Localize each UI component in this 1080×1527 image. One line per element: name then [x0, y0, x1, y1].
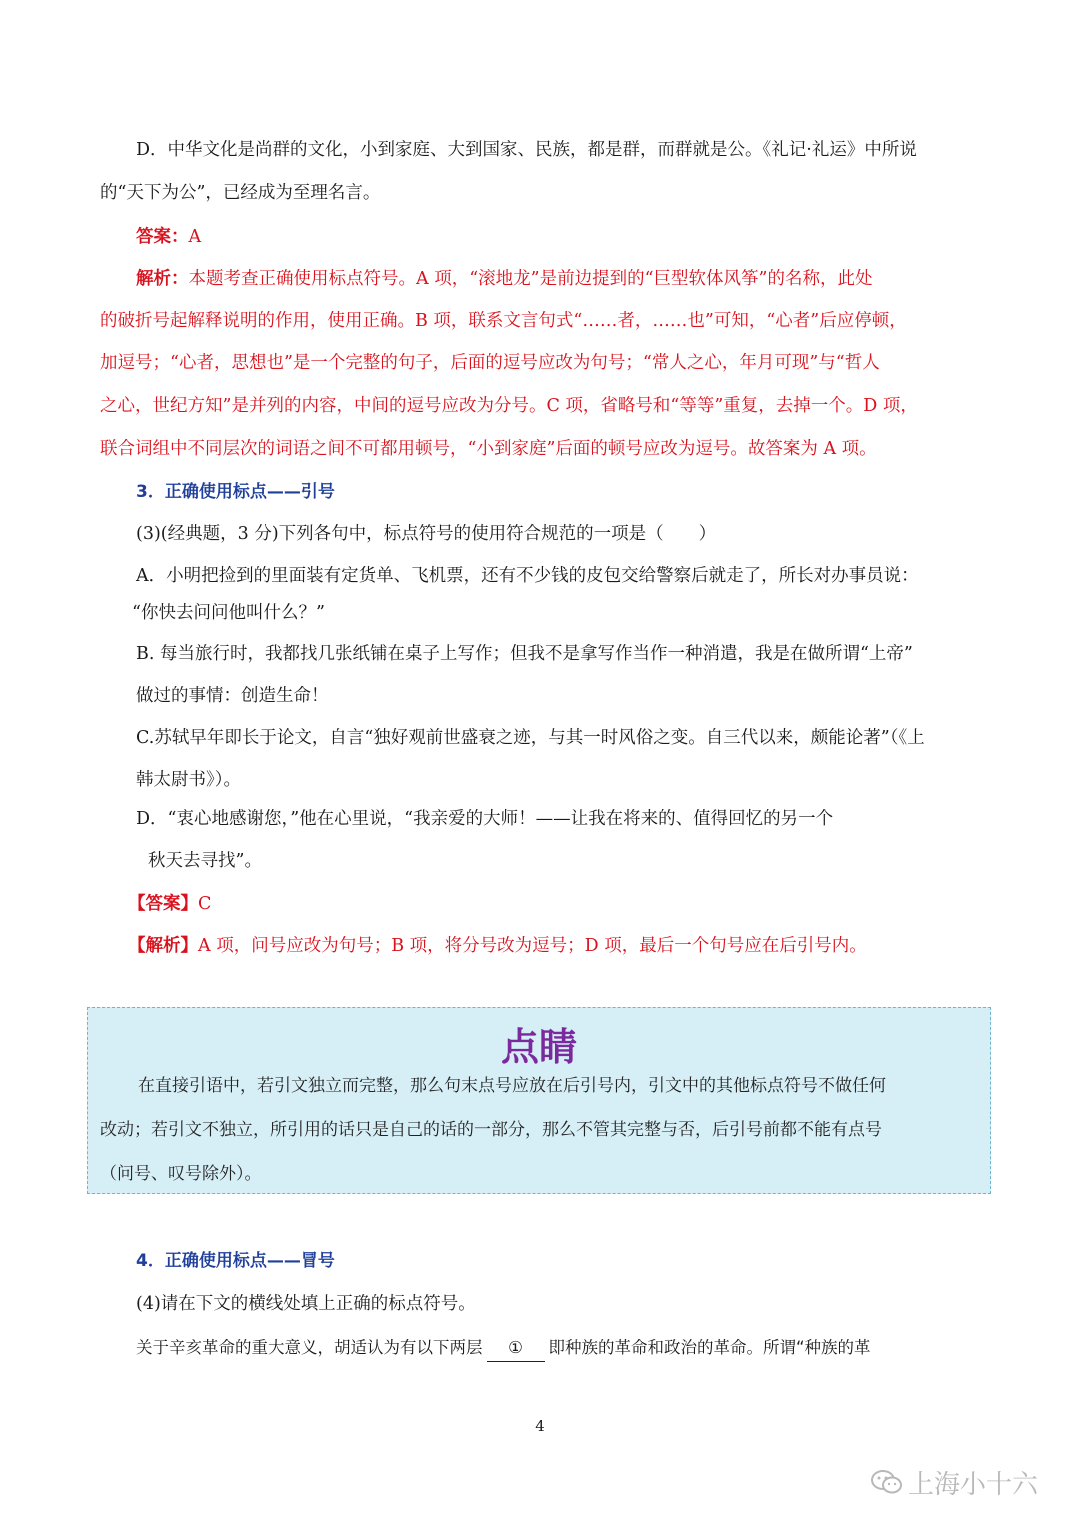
answer-label: 【答案】 [128, 894, 198, 914]
section3-option-c-line1: C.苏轼早年即长于论文，自言“独好观前世盛衰之迹，与其一时风俗之变。自三代以来，颇能论著”（《上 [136, 728, 925, 748]
text-before: 关于辛亥革命的重大意义，胡适认为有以下两层 [136, 1338, 483, 1357]
section3-option-b-line2: 做过的事情：创造生命！ [136, 686, 329, 706]
fill-blank-1[interactable]: ① [487, 1335, 545, 1362]
section4-text [136, 1335, 986, 1362]
q2-option-d-line1: D．中华文化是尚群的文化，小到家庭、大到国家、民族，都是群，而群就是公。《礼记·礼运》中所说 [136, 140, 917, 160]
wechat-icon [870, 1468, 904, 1503]
section3-heading: 3．正确使用标点——引号 [136, 482, 335, 502]
section3-analysis [128, 933, 1012, 959]
q2-analysis-line4: 之心，世纪方知”是并列的内容，中间的逗号应改为分号。C 项，省略号和“等等”重复，去掉一个。D 项， [100, 396, 918, 416]
section3-option-c-line2: 韩太尉书》）。 [136, 770, 241, 790]
section3-option-b-line1: B. 每当旅行时，我都找几张纸铺在桌子上写作；但我不是拿写作当作一种消遣，我是在做所谓“上帝” [136, 644, 913, 664]
tip-box [87, 1007, 991, 1194]
tip-line1: 在直接引语中，若引文独立而完整，那么句末点号应放在后引号内，引文中的其他标点符号不做任何 [138, 1076, 886, 1096]
page-number: 4 [535, 1417, 545, 1435]
text-after: 即种族的革命和政治的革命。所谓“种族的革 [548, 1338, 871, 1357]
answer-value: A [188, 227, 202, 247]
section3-question: (3)(经典题，3 分)下列各句中，标点符号的使用符合规范的一项是（ ） [136, 524, 717, 544]
tip-line2: 改动；若引文不独立，所引用的话只是自己的话的一部分，那么不管其完整与否，后引号前都不能有点号 [100, 1120, 882, 1140]
analysis-text: A 项，问号应改为句号；B 项，将分号改为逗号；D 项，最后一个句号应在后引号内。 [198, 936, 867, 956]
section4-question: (4)请在下文的横线处填上正确的标点符号。 [136, 1294, 476, 1314]
analysis-label: 解析： [136, 269, 189, 289]
q2-answer [136, 224, 1020, 250]
section3-option-d-line2: 秋天去寻找”。 [148, 851, 262, 871]
section3-option-a-line1: A．小明把捡到的里面装有定货单、飞机票，还有不少钱的皮包交给警察后就走了，所长对办事员说： [136, 566, 919, 586]
q2-analysis-line5: 联合词组中不同层次的词语之间不可都用顿号，“小到家庭”后面的顿号应改为逗号。故答案为 A 项。 [100, 439, 877, 459]
section3-option-a-line2: “你快去问问他叫什么？” [132, 603, 325, 623]
watermark-text: 上海小十六 [908, 1470, 1039, 1500]
q2-analysis-line3: 加逗号；“心者，思想也”是一个完整的句子，后面的逗号应改为句号；“常人之心，年月可现”与“哲人 [100, 353, 880, 373]
analysis-label: 【解析】 [128, 936, 198, 956]
section3-answer [128, 891, 1012, 917]
watermark [870, 1464, 1038, 1503]
answer-label: 答案： [136, 227, 189, 247]
section4-heading: 4．正确使用标点——冒号 [136, 1251, 335, 1271]
q2-analysis-line1 [136, 266, 986, 292]
tip-title: 点睛 [500, 1025, 577, 1069]
section3-option-d-line1: D．“衷心地感谢您，”他在心里说，“我亲爱的大师！——让我在将来的、值得回忆的另一个 [136, 809, 834, 829]
q2-option-d-line2: 的“天下为公”，已经成为至理名言。 [100, 183, 381, 203]
q2-analysis-line2: 的破折号起解释说明的作用，使用正确。B 项，联系文言句式“……者，……也”可知，“心者”后应停顿， [100, 311, 907, 331]
tip-line3: （问号、叹号除外）。 [100, 1164, 262, 1184]
answer-value: C [198, 894, 212, 914]
analysis-text: 本题考查正确使用标点符号。A 项，“滚地龙”是前边提到的“巨型软体风筝”的名称，此处 [188, 269, 873, 289]
